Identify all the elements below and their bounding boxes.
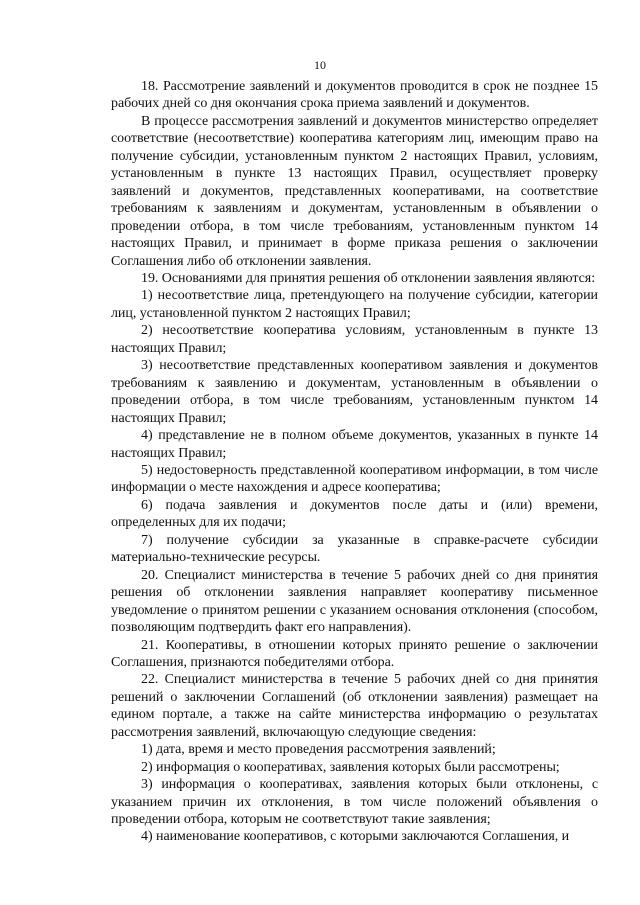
list-item-19-5: 5) недостоверность представленной кооперативом информации, в том числе информации о месте нахождения и адресе кооператива; [111, 462, 598, 496]
list-item-22-2: 2) информация о кооперативах, заявления которых были рассмотрены; [141, 759, 560, 775]
list-item-19-6: 6) подача заявления и документов после даты и (или) времени, определенных для их подачи; [111, 497, 598, 531]
list-item-22-4: 4) наименование кооперативов, с которыми заключаются Соглашения, и [141, 829, 570, 845]
paragraph-18: 18. Рассмотрение заявлений и документов проводится в срок не позднее 15 рабочих дней со дня окончания срока приема заявлений и документов. [111, 79, 598, 112]
paragraph-20: 20. Специалист министерства в течение 5 рабочих дней со дня принятия решения об отклонении заявления направляет кооперативу письменное уведомление о принятом решении с указанием основания отклонения (способом, позволяющим подтвердить факт его направления). [111, 567, 598, 636]
paragraph-21: 21. Кооперативы, в отношении которых принято решение о заключении Соглашения, признаются победителями отбора. [111, 637, 598, 670]
page-number: 10 [314, 58, 326, 72]
list-item-19-3: 3) несоответствие представленных кооперативом заявления и документов требованиям к заявлению и документам, установленным в объявлении о проведении отбора, в том числе требованиям, установленным пунктом 14 настоящих Правил; [111, 358, 598, 426]
paragraph-review-process: В процессе рассмотрения заявлений и документов министерство определяет соответствие (несоответствие) кооператива категориям лиц, имеющим право на получение субсидии, установленным пунктом 2 настоящих Правил, условиям, установленным в пункте 13 настоящих Правил, осуществляет проверку заявлений и документов, представленных кооперативами, на соответствие требованиям к заявлениям и документам, установленным в объявлении о проведении отбора, в том числе требованиям, установленным пунктом 14 настоящих Правил, и принимает в форме приказа решения о заключении Соглашения либо об отклонении заявления. [111, 113, 598, 269]
list-item-19-2: 2) несоответствие кооператива условиям, установленным в пункте 13 настоящих Правил; [111, 323, 598, 356]
list-item-22-3: 3) информация о кооперативах, заявления которых были отклонены, с указанием причин их отклонения, в том числе положений объявления о проведении отбора, которым не соответствуют такие заявления; [111, 777, 598, 828]
paragraph-19: 19. Основаниями для принятия решения об отклонении заявления являются: [141, 270, 596, 286]
list-item-19-7: 7) получение субсидии за указанные в справке-расчете субсидии материально-технические ресурсы. [111, 532, 598, 566]
list-item-19-1: 1) несоответствие лица, претендующего на получение субсидии, категории лиц, установленной пунктом 2 настоящих Правил; [111, 288, 598, 321]
body-text [111, 78, 598, 846]
list-item-19-4: 4) представление не в полном объеме документов, указанных в пункте 14 настоящих Правил; [111, 428, 598, 461]
paragraph-22: 22. Специалист министерства в течение 5 рабочих дней со дня принятия решений о заключении Соглашений (об отклонении заявления) размещает на едином портале, а также на сайте министерства информацию о результатах рассмотрения заявлений, включающую следующие сведения: [111, 672, 598, 740]
list-item-22-1: 1) дата, время и место проведения рассмотрения заявлений; [141, 742, 496, 758]
